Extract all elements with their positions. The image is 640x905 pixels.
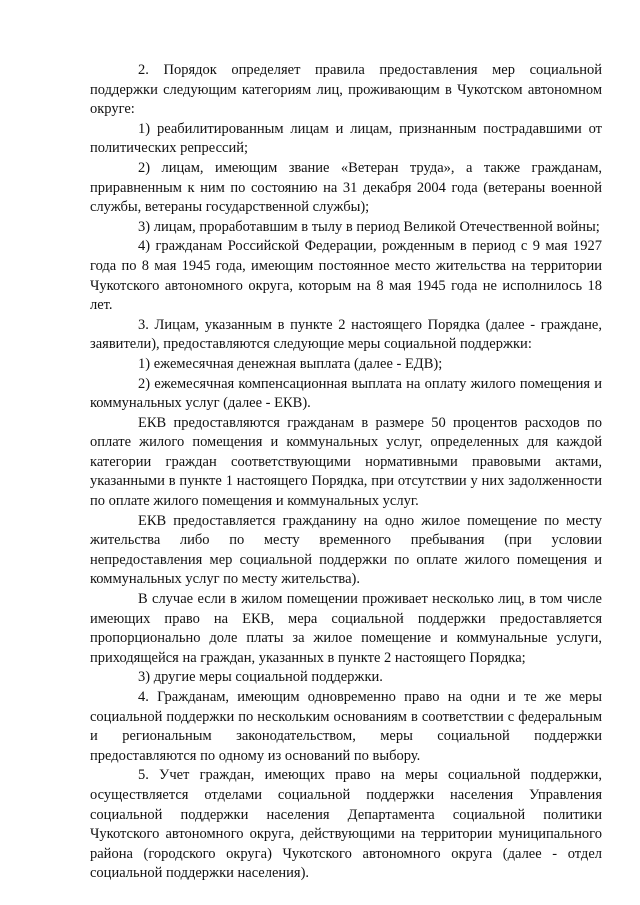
list-item-war-children: 4) гражданам Российской Федерации, рожденным в период с 9 мая 1927 года по 8 мая 1945 года, имеющим постоянное место жительства на территории Чукотского автономного округа, которым на 8 мая 1945 года не исполнилось 18 лет. [90,238,602,314]
paragraph-4-multiple-grounds: 4. Гражданам, имеющим одновременно право на одни и те же меры социальной поддержки по нескольким основаниям в соответствии с федеральным и региональным законодательством, меры социальной поддержки предоставляются по одному из оснований по выбору. [90,689,602,764]
list-item-labor-veterans: 2) лицам, имеющим звание «Ветеран труда», а также гражданам, приравненным к ним по состоянию на 31 декабря 2004 года (ветераны военной службы, ветераны государственной службы); [90,159,602,216]
list-item-other-measures: 3) другие меры социальной поддержки. [138,669,383,686]
list-item-home-front: 3) лицам, проработавшим в тылу в период Великой Отечественной войны; [138,218,600,235]
paragraph-ekv-amount: ЕКВ предоставляются гражданам в размере 50 процентов расходов по оплате жилого помещения и коммунальных услуг, определенных для каждой категории граждан соответствующими нормативными правовыми актами, указанными в пункте 1 настоящего Порядка, при отсутствии у них задолженности по оплате жилого помещения и коммунальных услуг. [90,414,602,510]
list-item-edv: 1) ежемесячная денежная выплата (далее - ЕДВ); [138,355,443,372]
paragraph-ekv-residence: ЕКВ предоставляется гражданину на одно жилое помещение по месту жительства либо по месту временного пребывания (при условии непредоставления мер социальной поддержки по оплате жилого помещения и коммунальных услуг по месту жительства). [90,512,602,588]
paragraph-ekv-shared-housing: В случае если в жилом помещении проживает несколько лиц, в том числе имеющих право на ЕКВ, мера социальной поддержки предоставляется пропорционально доле платы за жилое помещение и коммунальные услуги, приходящейся на граждан, указанных в пункте 2 настоящего Порядка; [90,591,602,666]
paragraph-5-registration: 5. Учет граждан, имеющих право на меры социальной поддержки, осуществляется отделами социальной поддержки населения Управления социальной поддержки населения Департамента социальной политики Чукотского автономного округа, действующими на территории муниципального района (городского округа) Чукотского автономного округа (далее - отдел социальной поддержки населения). [90,767,602,882]
list-item-repressed: 1) реабилитированным лицам и лицам, признанным пострадавшими от политических репрессий; [90,120,602,157]
document-page [90,61,602,884]
paragraph-2-scope: 2. Порядок определяет правила предоставления мер социальной поддержки следующим категориям лиц, проживающим в Чукотском автономном округе: [90,62,602,118]
paragraph-3-measures: 3. Лицам, указанным в пункте 2 настоящего Порядка (далее - граждане, заявители), предоставляются следующие меры социальной поддержки: [90,316,602,353]
list-item-ekv: 2) ежемесячная компенсационная выплата на оплату жилого помещения и коммунальных услуг (далее - ЕКВ). [90,375,602,412]
